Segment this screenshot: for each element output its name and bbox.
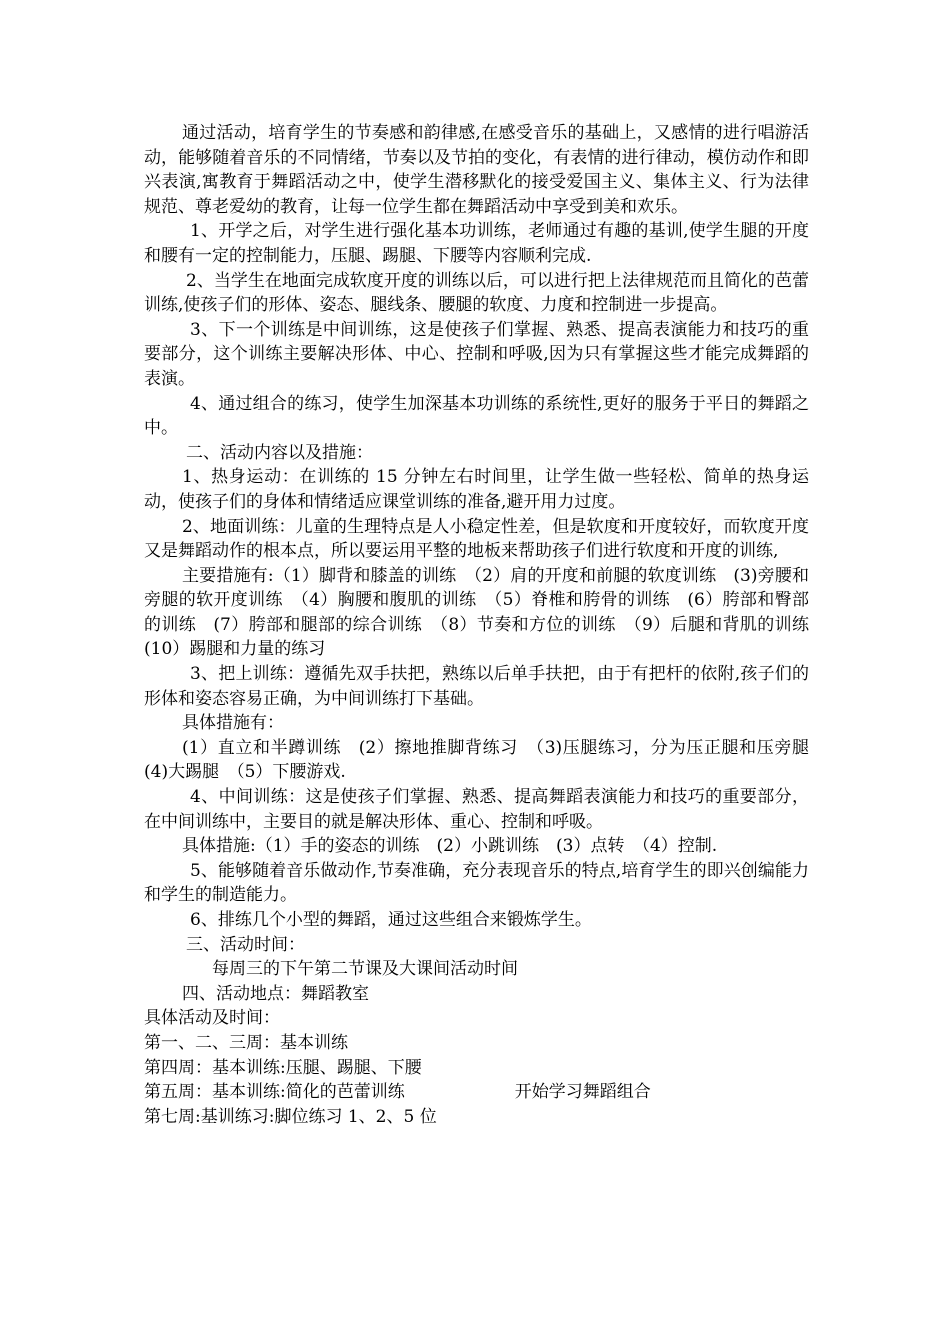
paragraph-item-3: 3、下一个训练是中间训练，这是使孩子们掌握、熟悉、提高表演能力和技巧的重要部分，这个训练主要解决形体、中心、控制和呼吸,因为只有掌握这些才能完成舞蹈的表演。: [144, 319, 809, 389]
section-heading-3: 三、活动时间：: [186, 934, 305, 955]
schedule-line-weeks-1-3: 第一、二、三周：基本训练: [144, 1032, 348, 1053]
floor-training-paragraph: 2、地面训练：儿童的生理特点是人小稳定性差，但是软度和开度较好，而软度开度又是舞蹈动作的根本点，所以要运用平整的地板来帮助孩子们进行软度和开度的训练,: [144, 516, 809, 562]
center-training-paragraph: 4、中间训练：这是使孩子们掌握、熟悉、提高舞蹈表演能力和技巧的重要部分，在中间训练中，主要目的就是解决形体、重心、控制和呼吸。: [144, 787, 809, 832]
schedule-week-5-training: 第五周：基本训练:简化的芭蕾训练: [144, 1082, 405, 1103]
schedule-week-5-combination: 开始学习舞蹈组合: [514, 1082, 651, 1103]
document-page: [144, 121, 826, 1129]
paragraph-item-1: 1、开学之后，对学生进行强化基本功训练，老师通过有趣的基训,使学生腿的开度和腰有一定的控制能力，压腿、踢腿、下腰等内容顺利完成.: [144, 221, 809, 266]
paragraph-item-2: 2、当学生在地面完成软度开度的训练以后，可以进行把上法律规范而且简化的芭蕾训练,使孩子们的形体、姿态、腿线条、腰腿的软度、力度和控制进一步提高。: [144, 270, 809, 316]
warmup-paragraph: 1、热身运动：在训练的 15 分钟左右时间里，让学生做一些轻松、简单的热身运动，使孩子们的身体和情绪适应课堂训练的准备,避开用力过度。: [144, 467, 809, 512]
activity-time-text: 每周三的下午第二节课及大课间活动时间: [212, 959, 518, 980]
rehearsal-paragraph: 6、排练几个小型的舞蹈，通过这些组合来锻炼学生。: [190, 910, 592, 930]
main-measures-paragraph: 主要措施有:（1）脚背和膝盖的训练 （2）肩的开度和前腿的软度训练 (3)旁腰和旁腿的软开度训练 （4）胸腰和腹肌的训练 （5）脊椎和胯骨的训练 (6）胯部和臀部的训练 (7）胯部和腿部的综合训练 （8）节奏和方位的训练 （9）后腿和背肌的训练 (10）踢腿和力量的练习: [144, 565, 826, 660]
section-heading-2: 二、活动内容以及措施：: [186, 442, 373, 463]
paragraph-item-4: 4、通过组合的练习，使学生加深基本功训练的系统性,更好的服务于平日的舞蹈之中。: [144, 393, 809, 439]
intro-paragraph: 通过活动，培育学生的节奏感和韵律感,在感受音乐的基础上，又感情的进行唱游活动，能够随着音乐的不同情绪，节奏以及节拍的变化，有表情的进行律动，模仿动作和即兴表演,寓教育于舞蹈活动之中，使学生潜移默化的接受爱国主义、集体主义、行为法律规范、尊老爱幼的教育，让每一位学生都在舞蹈活动中享受到美和欢乐。: [144, 123, 809, 217]
barre-training-paragraph: 3、把上训练：遵循先双手扶把，熟练以后单手扶把，由于有把杆的依附,孩子们的形体和姿态容易正确，为中间训练打下基础。: [144, 664, 809, 709]
specific-measures-label: 具体措施有：: [182, 713, 284, 734]
schedule-line-week-5: [144, 1080, 809, 1105]
schedule-heading: 具体活动及时间：: [144, 1008, 280, 1029]
section-heading-4: 四、活动地点：舞蹈教室: [182, 983, 369, 1004]
music-movement-paragraph: 5、能够随着音乐做动作,节奏准确，充分表现音乐的特点,培育学生的即兴创编能力和学生的制造能力。: [144, 860, 809, 906]
barre-measures-paragraph: (1）直立和半蹲训练 (2）擦地推脚背练习 （3)压腿练习，分为压正腿和压旁腿 (4)大踢腿 （5）下腰游戏.: [144, 737, 826, 783]
schedule-line-week-7: 第七周:基训练习:脚位练习 1、2、5 位: [144, 1106, 437, 1127]
schedule-line-week-4: 第四周：基本训练:压腿、踢腿、下腰: [144, 1057, 422, 1078]
center-measures-paragraph: 具体措施:（1）手的姿态的训练 (2）小跳训练 (3）点转 （4）控制.: [182, 836, 718, 857]
